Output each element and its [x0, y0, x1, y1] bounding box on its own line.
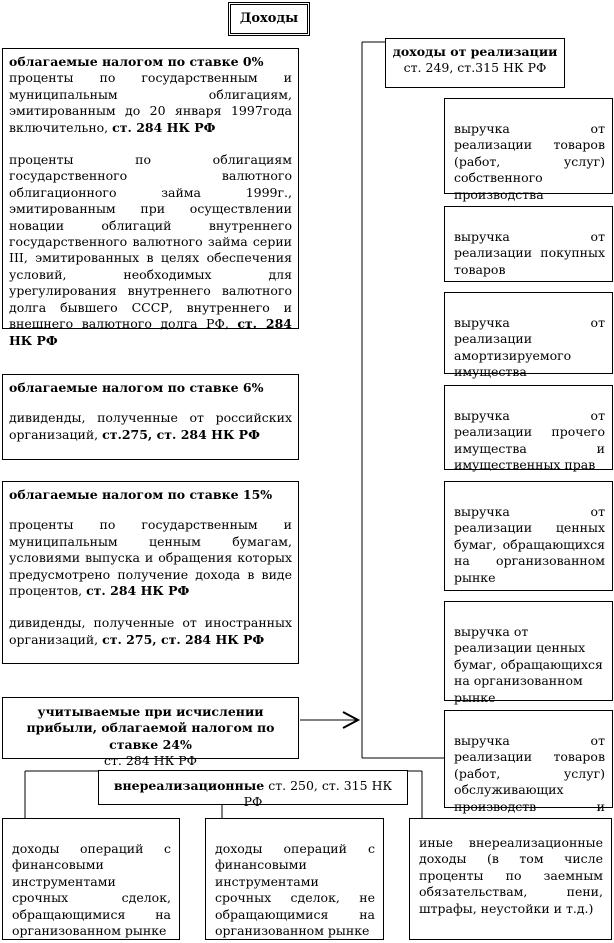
rate-15-paragraph-1-ref: ст. 284 НК РФ: [86, 583, 190, 599]
rate-0-paragraph-2-ref: ст. 284 НК РФ: [9, 316, 292, 348]
sales-item-6: выручка от реализации ценных бумаг, обращающихся на организованном рынке: [444, 601, 613, 701]
nonsales-item-3: иные внереализационные доходы (в том числе проценты по заемным обязательствам, пени, штрафы, неустойки и т.д.): [409, 818, 612, 940]
sales-heading: доходы от реализации: [392, 44, 558, 59]
rate-6-heading: облагаемые налогом по ставке 6%: [9, 380, 264, 395]
rate-15-paragraph-2-text: дивиденды, полученные от иностранных организаций,: [9, 615, 292, 647]
sales-item-2: выручка от реализации покупных товаров: [444, 206, 613, 282]
rate-15-paragraph-2-ref: ст. 275, ст. 284 НК РФ: [102, 631, 265, 647]
nonsales-heading-box: [98, 770, 408, 810]
sales-item-1: выручка от реализации товаров (работ, услуг) собственного производства: [444, 98, 613, 194]
rate-0-paragraph-1: [9, 70, 292, 136]
sales-item-4: выручка от реализации прочего имущества и имущественных прав: [444, 385, 613, 470]
sales-item-7: выручка от реализации товаров (работ, услуг) обслуживающих производств и: [444, 710, 613, 808]
page-title: Доходы: [228, 2, 310, 36]
sales-item-5: выручка от реализации ценных бумаг, обращающихся на организованном рынке: [444, 481, 613, 591]
rate-0-paragraph-2-text: проценты по облигациям государственного валютного облигационного займа 1999г., эмитированным при осуществлении новации облигаций внутреннего государственного валютного займа серии III, эмитированных в целях обеспечения условий, необходимых для урегулирования внутреннего валютного долга бывшего СССР, внутреннего и внешнего валютного долга РФ,: [9, 152, 292, 332]
rate-6-box: [2, 374, 299, 460]
rate-15-heading: облагаемые налогом по ставке 15%: [9, 487, 273, 502]
nonsales-heading: внереализационные: [113, 778, 265, 793]
nonsales-ref: ст. 250, ст. 315 НК РФ: [243, 778, 393, 810]
sales-item-3: выручка от реализации амортизируемого имущества: [444, 292, 613, 374]
rate-24-ref: ст. 284 НК РФ: [103, 753, 198, 769]
rate-0-paragraph-2: [9, 152, 292, 349]
nonsales-item-1: доходы операций с финансовыми инструментами срочных сделок, обращающимися на организованном рынке: [2, 818, 180, 940]
rate-0-paragraph-1-text: проценты по государственным и муниципальным облигациям, эмитированным до 20 января 1997года включительно,: [9, 70, 292, 135]
rate-15-paragraph-1-text: проценты по государственным и муниципальным ценным бумагам, условиями выпуска и обращения которых предусмотрено получение дохода в виде процентов,: [9, 517, 292, 599]
rate-0-box: [2, 48, 299, 348]
rate-6-text: дивиденды, полученные от российских организаций,: [9, 410, 292, 442]
nonsales-item-2: доходы операций с финансовыми инструментами срочных сделок, не обращающимися на организованном рынке: [205, 818, 384, 940]
rate-6-paragraph: [9, 410, 292, 443]
sales-heading-box: [385, 38, 565, 88]
rate-15-paragraph-2: [9, 615, 292, 648]
rate-0-paragraph-1-ref: ст. 284 НК РФ: [112, 119, 216, 135]
rate-15-box: [2, 481, 299, 664]
rate-15-paragraph-1: [9, 517, 292, 599]
rate-6-ref: ст.275, ст. 284 НК РФ: [102, 426, 260, 442]
rate-0-heading: облагаемые налогом по ставке 0%: [9, 54, 264, 69]
rate-24-box: [2, 697, 299, 769]
sales-ref: ст. 249, ст.315 НК РФ: [403, 60, 547, 76]
rate-24-heading: учитываемые при исчислении прибыли, облагаемой налогом по ставке 24%: [26, 704, 275, 752]
